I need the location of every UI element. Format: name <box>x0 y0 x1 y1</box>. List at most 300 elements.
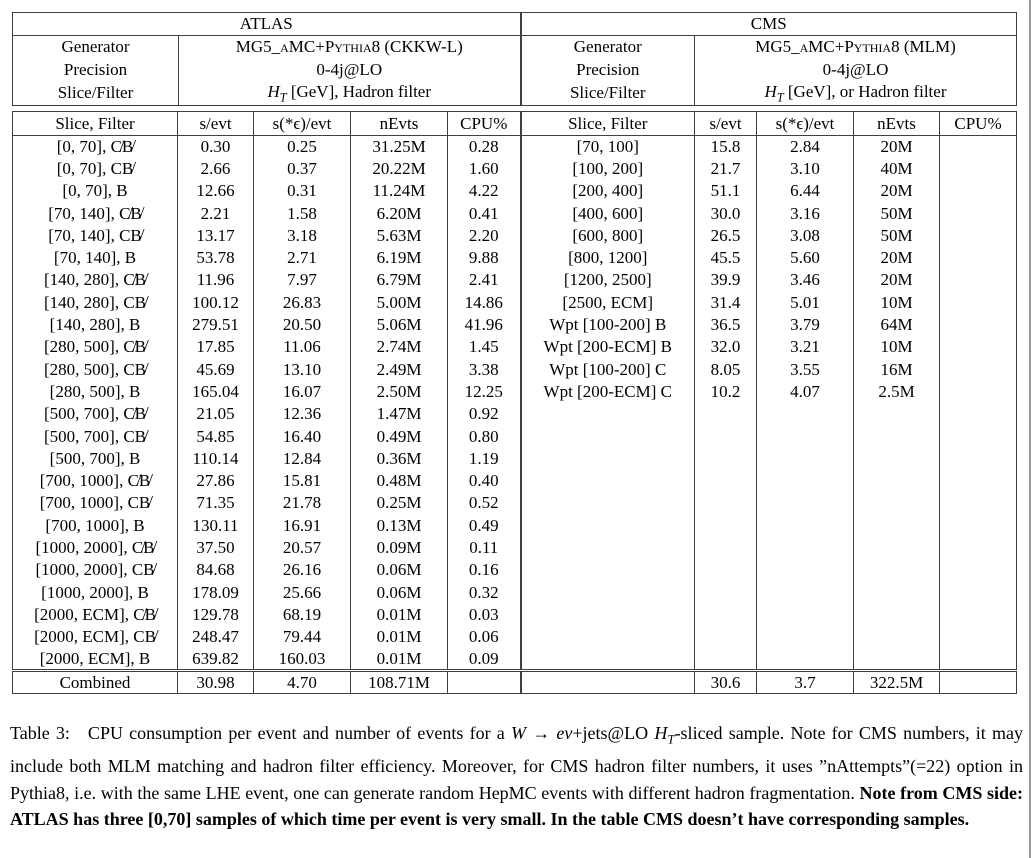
atlas-slice-cell: [500, 700], C̸B̸ <box>13 403 178 425</box>
cms-nevts-cell <box>854 515 940 537</box>
cms-cpu-cell <box>940 314 1017 336</box>
caption-jets: +jets@LO <box>572 723 655 743</box>
atlas-col-cpu: CPU% <box>448 112 521 136</box>
atlas-s-eps-evt-cell: 0.31 <box>254 180 351 202</box>
experiment-title-row <box>13 13 1017 36</box>
atlas-nevts-cell: 0.01M <box>351 626 448 648</box>
atlas-cpu-cell: 0.80 <box>448 425 521 447</box>
cms-cpu-cell <box>940 581 1017 603</box>
atlas-s-evt-cell: 12.66 <box>178 180 254 202</box>
cms-s-eps-evt-cell: 4.07 <box>757 381 854 403</box>
cms-col-cpu: CPU% <box>940 112 1017 136</box>
cms-combined-nevts: 322.5M <box>854 671 940 694</box>
cms-s-evt-cell <box>695 470 757 492</box>
cms-s-evt-cell <box>695 448 757 470</box>
atlas-nevts-cell: 1.47M <box>351 403 448 425</box>
atlas-cpu-cell: 0.40 <box>448 470 521 492</box>
cms-s-eps-evt-cell <box>757 537 854 559</box>
atlas-s-evt-cell: 100.12 <box>178 292 254 314</box>
caption-ht-subscript: T <box>667 731 675 747</box>
cms-cpu-cell <box>940 358 1017 380</box>
atlas-slice-cell: [2000, ECM], CB̸ <box>13 626 178 648</box>
cms-nevts-cell: 20M <box>854 247 940 269</box>
atlas-s-eps-evt-cell: 26.16 <box>254 559 351 581</box>
cms-s-evt-cell: 30.0 <box>695 202 757 224</box>
atlas-s-eps-evt-cell: 160.03 <box>254 648 351 670</box>
cms-s-evt-cell: 10.2 <box>695 381 757 403</box>
table-row <box>13 202 1017 224</box>
cms-slice-cell: Wpt [100-200] C <box>521 358 695 380</box>
cms-cpu-cell <box>940 470 1017 492</box>
atlas-s-eps-evt-cell: 13.10 <box>254 358 351 380</box>
atlas-s-eps-evt-cell: 25.66 <box>254 581 351 603</box>
cms-s-evt-cell: 8.05 <box>695 358 757 380</box>
atlas-s-evt-cell: 2.66 <box>178 158 254 180</box>
atlas-combined-nevts: 108.71M <box>351 671 448 694</box>
cms-slice-cell: Wpt [200-ECM] C <box>521 381 695 403</box>
cms-s-eps-evt-cell <box>757 470 854 492</box>
cms-s-evt-cell <box>695 537 757 559</box>
cms-s-eps-evt-cell <box>757 581 854 603</box>
cms-s-eps-evt-cell: 3.16 <box>757 202 854 224</box>
atlas-s-eps-evt-cell: 0.37 <box>254 158 351 180</box>
cms-cpu-cell <box>940 269 1017 291</box>
cms-slice-cell <box>521 559 695 581</box>
cms-slice-cell <box>521 604 695 626</box>
atlas-generator-value: MG5_aMC+Pythia8 (CKKW-L) <box>179 36 521 59</box>
cms-s-eps-evt-cell: 3.21 <box>757 336 854 358</box>
atlas-precision-value: 0-4j@LO <box>179 59 521 82</box>
atlas-slice-cell: [700, 1000], B <box>13 515 178 537</box>
atlas-cpu-cell: 9.88 <box>448 247 521 269</box>
atlas-s-eps-evt-cell: 16.07 <box>254 381 351 403</box>
atlas-s-evt-cell: 54.85 <box>178 425 254 447</box>
cms-s-evt-cell <box>695 425 757 447</box>
cms-precision-value: 0-4j@LO <box>822 60 889 79</box>
cms-nevts-cell <box>854 470 940 492</box>
atlas-s-evt-cell: 2.21 <box>178 202 254 224</box>
atlas-s-eps-evt-cell: 21.78 <box>254 492 351 514</box>
cms-slice-cell <box>521 403 695 425</box>
cms-nevts-cell: 50M <box>854 202 940 224</box>
cms-cpu-cell <box>940 136 1017 158</box>
atlas-title: ATLAS <box>13 13 521 36</box>
table-row <box>13 358 1017 380</box>
cms-s-eps-evt-cell <box>757 515 854 537</box>
cms-nevts-cell: 16M <box>854 358 940 380</box>
atlas-slice-cell: [500, 700], CB̸ <box>13 425 178 447</box>
cms-nevts-cell: 40M <box>854 158 940 180</box>
cms-s-evt-cell: 32.0 <box>695 336 757 358</box>
cms-generator-value: MG5_aMC+Pythia8 (MLM) <box>755 37 956 57</box>
caption-enu-symbol: eν <box>556 723 573 743</box>
cms-combined-label <box>521 671 695 694</box>
atlas-cpu-cell: 0.11 <box>448 537 521 559</box>
atlas-cpu-cell: 0.49 <box>448 515 521 537</box>
cms-precision-label: Precision <box>521 59 695 82</box>
atlas-s-eps-evt-cell: 12.84 <box>254 448 351 470</box>
cms-nevts-cell: 64M <box>854 314 940 336</box>
caption-ht-symbol: H <box>654 723 668 743</box>
table-caption <box>10 720 1023 833</box>
cms-s-eps-evt-cell <box>757 604 854 626</box>
atlas-nevts-cell: 11.24M <box>351 180 448 202</box>
atlas-cpu-cell: 0.16 <box>448 559 521 581</box>
atlas-slice-cell: [500, 700], B <box>13 448 178 470</box>
atlas-slice-cell: [700, 1000], C̸B̸ <box>13 470 178 492</box>
atlas-cpu-cell: 2.20 <box>448 225 521 247</box>
cms-s-evt-cell <box>695 626 757 648</box>
atlas-cpu-cell: 41.96 <box>448 314 521 336</box>
caption-w-symbol: W <box>510 723 526 743</box>
atlas-cpu-cell: 1.60 <box>448 158 521 180</box>
atlas-s-eps-evt-cell: 68.19 <box>254 604 351 626</box>
cms-col-nevts: nEvts <box>854 112 940 136</box>
cms-s-eps-evt-cell: 3.10 <box>757 158 854 180</box>
atlas-cpu-cell: 0.41 <box>448 202 521 224</box>
cms-nevts-cell <box>854 626 940 648</box>
cms-s-evt-cell <box>695 492 757 514</box>
cms-cpu-cell <box>940 292 1017 314</box>
atlas-cpu-cell: 0.28 <box>448 136 521 158</box>
cms-combined-cpu <box>940 671 1017 694</box>
column-header-row <box>13 112 1017 136</box>
cms-nevts-cell <box>854 403 940 425</box>
cms-s-eps-evt-cell: 5.60 <box>757 247 854 269</box>
atlas-s-eps-evt-cell: 26.83 <box>254 292 351 314</box>
atlas-cpu-cell: 0.32 <box>448 581 521 603</box>
atlas-slice-cell: [1000, 2000], B <box>13 581 178 603</box>
atlas-s-evt-cell: 0.30 <box>178 136 254 158</box>
atlas-s-evt-cell: 13.17 <box>178 225 254 247</box>
cms-slice-cell <box>521 470 695 492</box>
caption-intro: Table 3: CPU consumption per event and number of events for a <box>10 723 511 743</box>
cms-nevts-cell: 20M <box>854 136 940 158</box>
atlas-nevts-cell: 5.00M <box>351 292 448 314</box>
cms-s-evt-cell: 31.4 <box>695 292 757 314</box>
cms-title: CMS <box>521 13 1017 36</box>
cms-col-s-evt: s/evt <box>695 112 757 136</box>
atlas-nevts-cell: 2.50M <box>351 381 448 403</box>
cms-nevts-cell: 50M <box>854 225 940 247</box>
cms-nevts-cell <box>854 648 940 670</box>
atlas-precision-label: Precision <box>13 59 179 82</box>
atlas-slice-cell: [2000, ECM], C̸B̸ <box>13 604 178 626</box>
cms-nevts-cell <box>854 492 940 514</box>
atlas-s-eps-evt-cell: 12.36 <box>254 403 351 425</box>
cms-s-eps-evt-cell <box>757 626 854 648</box>
cms-slice-cell <box>521 648 695 670</box>
atlas-s-evt-cell: 165.04 <box>178 381 254 403</box>
atlas-s-eps-evt-cell: 16.91 <box>254 515 351 537</box>
cms-cpu-cell <box>940 515 1017 537</box>
table-row <box>13 314 1017 336</box>
cms-slice-cell <box>521 515 695 537</box>
cms-combined-s-evt: 30.6 <box>695 671 757 694</box>
cms-cpu-cell <box>940 202 1017 224</box>
atlas-slice-cell: [0, 70], B <box>13 180 178 202</box>
cms-s-evt-cell <box>695 581 757 603</box>
cms-slice-cell <box>521 537 695 559</box>
cms-col-slice-filter: Slice, Filter <box>521 112 695 136</box>
cms-slice-cell <box>521 581 695 603</box>
cms-cpu-cell <box>940 537 1017 559</box>
cms-slice-cell: [2500, ECM] <box>521 292 695 314</box>
table-row <box>13 559 1017 581</box>
atlas-s-eps-evt-cell: 3.18 <box>254 225 351 247</box>
precision-row <box>13 59 1017 82</box>
atlas-s-eps-evt-cell: 16.40 <box>254 425 351 447</box>
atlas-col-s-evt: s/evt <box>178 112 254 136</box>
atlas-slice-cell: [700, 1000], CB̸ <box>13 492 178 514</box>
atlas-s-eps-evt-cell: 1.58 <box>254 202 351 224</box>
atlas-nevts-cell: 0.06M <box>351 581 448 603</box>
atlas-s-eps-evt-cell: 2.71 <box>254 247 351 269</box>
cms-s-evt-cell: 15.8 <box>695 136 757 158</box>
cms-slice-cell: [600, 800] <box>521 225 695 247</box>
atlas-nevts-cell: 5.06M <box>351 314 448 336</box>
atlas-slice-cell: [280, 500], B <box>13 381 178 403</box>
cms-s-eps-evt-cell <box>757 448 854 470</box>
cms-nevts-cell: 10M <box>854 336 940 358</box>
atlas-slice-filter-value: $H_T$ [GeV], Hadron filter <box>179 82 521 106</box>
cms-slice-cell: Wpt [200-ECM] B <box>521 336 695 358</box>
atlas-nevts-cell: 5.63M <box>351 225 448 247</box>
atlas-s-evt-cell: 639.82 <box>178 648 254 670</box>
atlas-nevts-cell: 0.48M <box>351 470 448 492</box>
cms-cpu-cell <box>940 604 1017 626</box>
atlas-cpu-cell: 0.52 <box>448 492 521 514</box>
atlas-s-eps-evt-cell: 15.81 <box>254 470 351 492</box>
cms-slice-cell <box>521 492 695 514</box>
cms-s-evt-cell <box>695 515 757 537</box>
cms-nevts-cell: 20M <box>854 269 940 291</box>
atlas-cpu-cell: 1.45 <box>448 336 521 358</box>
atlas-combined-s-evt: 30.98 <box>178 671 254 694</box>
slice-filter-row <box>13 82 1017 106</box>
atlas-s-evt-cell: 37.50 <box>178 537 254 559</box>
atlas-slice-cell: [70, 140], B <box>13 247 178 269</box>
cms-s-eps-evt-cell: 3.79 <box>757 314 854 336</box>
table-row <box>13 269 1017 291</box>
cms-cpu-cell <box>940 648 1017 670</box>
cms-slice-filter-value: $H_T$ [GeV], or Hadron filter <box>764 81 947 104</box>
atlas-s-eps-evt-cell: 11.06 <box>254 336 351 358</box>
cms-s-eps-evt-cell: 3.08 <box>757 225 854 247</box>
cms-slice-cell <box>521 626 695 648</box>
cms-nevts-cell <box>854 604 940 626</box>
table-row <box>13 470 1017 492</box>
caption-arrow: → <box>525 723 557 743</box>
table-body <box>13 136 1017 671</box>
atlas-nevts-cell: 0.01M <box>351 604 448 626</box>
cms-slice-cell: [800, 1200] <box>521 247 695 269</box>
cms-cpu-cell <box>940 225 1017 247</box>
cms-s-eps-evt-cell <box>757 492 854 514</box>
cms-cpu-cell <box>940 492 1017 514</box>
cms-nevts-cell <box>854 448 940 470</box>
atlas-col-s-eps-evt: s(*ϵ)/evt <box>254 112 351 136</box>
atlas-col-nevts: nEvts <box>351 112 448 136</box>
atlas-s-eps-evt-cell: 20.57 <box>254 537 351 559</box>
cms-slice-cell: Wpt [100-200] B <box>521 314 695 336</box>
cms-cpu-cell <box>940 336 1017 358</box>
cms-s-evt-cell: 51.1 <box>695 180 757 202</box>
atlas-s-evt-cell: 45.69 <box>178 358 254 380</box>
atlas-s-eps-evt-cell: 0.25 <box>254 136 351 158</box>
atlas-cpu-cell: 0.92 <box>448 403 521 425</box>
table-row <box>13 626 1017 648</box>
table-meta-block <box>12 12 1017 106</box>
cms-cpu-cell <box>940 425 1017 447</box>
table-row <box>13 581 1017 603</box>
atlas-slice-cell: [140, 280], C̸B̸ <box>13 269 178 291</box>
cms-nevts-cell: 20M <box>854 180 940 202</box>
atlas-cpu-cell: 0.09 <box>448 648 521 670</box>
cms-s-evt-cell <box>695 559 757 581</box>
table-row <box>13 180 1017 202</box>
atlas-cpu-cell: 1.19 <box>448 448 521 470</box>
atlas-cpu-cell: 0.06 <box>448 626 521 648</box>
cpu-consumption-table <box>12 111 1017 694</box>
atlas-cpu-cell: 3.38 <box>448 358 521 380</box>
atlas-nevts-cell: 6.79M <box>351 269 448 291</box>
atlas-slice-cell: [140, 280], B <box>13 314 178 336</box>
atlas-slice-cell: [70, 140], C̸B̸ <box>13 202 178 224</box>
atlas-s-evt-cell: 248.47 <box>178 626 254 648</box>
atlas-cpu-cell: 0.03 <box>448 604 521 626</box>
atlas-s-evt-cell: 21.05 <box>178 403 254 425</box>
table-row <box>13 403 1017 425</box>
cms-cpu-cell <box>940 180 1017 202</box>
cms-slice-cell: [1200, 2500] <box>521 269 695 291</box>
atlas-s-eps-evt-cell: 79.44 <box>254 626 351 648</box>
atlas-cpu-cell: 4.22 <box>448 180 521 202</box>
atlas-col-slice-filter: Slice, Filter <box>13 112 178 136</box>
atlas-slice-cell: [70, 140], CB̸ <box>13 225 178 247</box>
table-row <box>13 336 1017 358</box>
cms-s-eps-evt-cell <box>757 403 854 425</box>
table-row <box>13 136 1017 158</box>
atlas-nevts-cell: 31.25M <box>351 136 448 158</box>
cms-s-eps-evt-cell <box>757 425 854 447</box>
atlas-cpu-cell: 14.86 <box>448 292 521 314</box>
table-row <box>13 515 1017 537</box>
atlas-nevts-cell: 0.49M <box>351 425 448 447</box>
table-row <box>13 381 1017 403</box>
atlas-cpu-cell: 12.25 <box>448 381 521 403</box>
atlas-s-evt-cell: 53.78 <box>178 247 254 269</box>
atlas-slice-cell: [1000, 2000], C̸B̸ <box>13 537 178 559</box>
table-row <box>13 425 1017 447</box>
atlas-nevts-cell: 6.19M <box>351 247 448 269</box>
generator-row <box>13 36 1017 59</box>
combined-row <box>13 671 1017 694</box>
atlas-s-eps-evt-cell: 7.97 <box>254 269 351 291</box>
cms-slice-cell <box>521 448 695 470</box>
cms-s-eps-evt-cell: 6.44 <box>757 180 854 202</box>
table-row <box>13 448 1017 470</box>
cms-nevts-cell: 2.5M <box>854 381 940 403</box>
table-row <box>13 492 1017 514</box>
atlas-s-evt-cell: 178.09 <box>178 581 254 603</box>
atlas-slice-cell: [2000, ECM], B <box>13 648 178 670</box>
atlas-combined-s-eps-evt: 4.70 <box>254 671 351 694</box>
cms-slice-filter-label: Slice/Filter <box>521 82 695 106</box>
cms-cpu-cell <box>940 559 1017 581</box>
atlas-s-evt-cell: 17.85 <box>178 336 254 358</box>
cms-s-evt-cell: 36.5 <box>695 314 757 336</box>
cms-s-evt-cell: 39.9 <box>695 269 757 291</box>
atlas-slice-cell: [0, 70], C̸B̸ <box>13 136 178 158</box>
atlas-nevts-cell: 20.22M <box>351 158 448 180</box>
atlas-nevts-cell: 0.01M <box>351 648 448 670</box>
cms-s-eps-evt-cell <box>757 559 854 581</box>
atlas-s-evt-cell: 84.68 <box>178 559 254 581</box>
table-row <box>13 158 1017 180</box>
atlas-generator-label: Generator <box>13 36 179 59</box>
table-row <box>13 292 1017 314</box>
atlas-slice-cell: [280, 500], CB̸ <box>13 358 178 380</box>
cms-nevts-cell: 10M <box>854 292 940 314</box>
cms-s-evt-cell <box>695 604 757 626</box>
cms-cpu-cell <box>940 448 1017 470</box>
cms-s-eps-evt-cell: 5.01 <box>757 292 854 314</box>
atlas-slice-cell: [1000, 2000], CB̸ <box>13 559 178 581</box>
table-row <box>13 225 1017 247</box>
cms-generator-label: Generator <box>521 36 695 59</box>
cms-s-evt-cell: 21.7 <box>695 158 757 180</box>
atlas-s-eps-evt-cell: 20.50 <box>254 314 351 336</box>
atlas-s-evt-cell: 71.35 <box>178 492 254 514</box>
cms-cpu-cell <box>940 381 1017 403</box>
atlas-nevts-cell: 0.06M <box>351 559 448 581</box>
cms-s-evt-cell: 26.5 <box>695 225 757 247</box>
cms-cpu-cell <box>940 403 1017 425</box>
cms-slice-cell: [100, 200] <box>521 158 695 180</box>
cms-nevts-cell <box>854 581 940 603</box>
atlas-s-evt-cell: 129.78 <box>178 604 254 626</box>
atlas-nevts-cell: 2.74M <box>351 336 448 358</box>
cms-cpu-cell <box>940 247 1017 269</box>
atlas-s-evt-cell: 279.51 <box>178 314 254 336</box>
cms-nevts-cell <box>854 425 940 447</box>
cms-cpu-cell <box>940 626 1017 648</box>
table-row <box>13 648 1017 670</box>
atlas-s-evt-cell: 27.86 <box>178 470 254 492</box>
atlas-nevts-cell: 0.13M <box>351 515 448 537</box>
table-row <box>13 247 1017 269</box>
cms-s-evt-cell: 45.5 <box>695 247 757 269</box>
cms-s-eps-evt-cell: 2.84 <box>757 136 854 158</box>
cms-s-eps-evt-cell: 3.46 <box>757 269 854 291</box>
atlas-slice-cell: [140, 280], CB̸ <box>13 292 178 314</box>
cms-slice-cell: [400, 600] <box>521 202 695 224</box>
atlas-nevts-cell: 6.20M <box>351 202 448 224</box>
caption-body-text: -sliced sample. Note for CMS numbers, it may include both MLM matching and hadron filter efficiency. Moreover, for CMS hadron filter numbers, it uses ”nAttempts”(=22) option in Pythia8, i.e. with the same LHE event, one can generate random HepMC events with different hadron fragmentation. <box>10 723 1024 803</box>
cms-s-evt-cell <box>695 648 757 670</box>
cms-s-eps-evt-cell <box>757 648 854 670</box>
caption-bold-note: Note from CMS side: ATLAS has three [0,70] samples of which time per event is very small. In the table CMS doesn’t have corresponding samples. <box>10 782 1024 830</box>
cms-col-s-eps-evt: s(*ϵ)/evt <box>757 112 854 136</box>
atlas-slice-filter-label: Slice/Filter <box>13 82 179 106</box>
atlas-nevts-cell: 2.49M <box>351 358 448 380</box>
atlas-nevts-cell: 0.36M <box>351 448 448 470</box>
cms-slice-cell: [70, 100] <box>521 136 695 158</box>
cms-cpu-cell <box>940 158 1017 180</box>
cms-combined-s-eps-evt: 3.7 <box>757 671 854 694</box>
atlas-cpu-cell: 2.41 <box>448 269 521 291</box>
